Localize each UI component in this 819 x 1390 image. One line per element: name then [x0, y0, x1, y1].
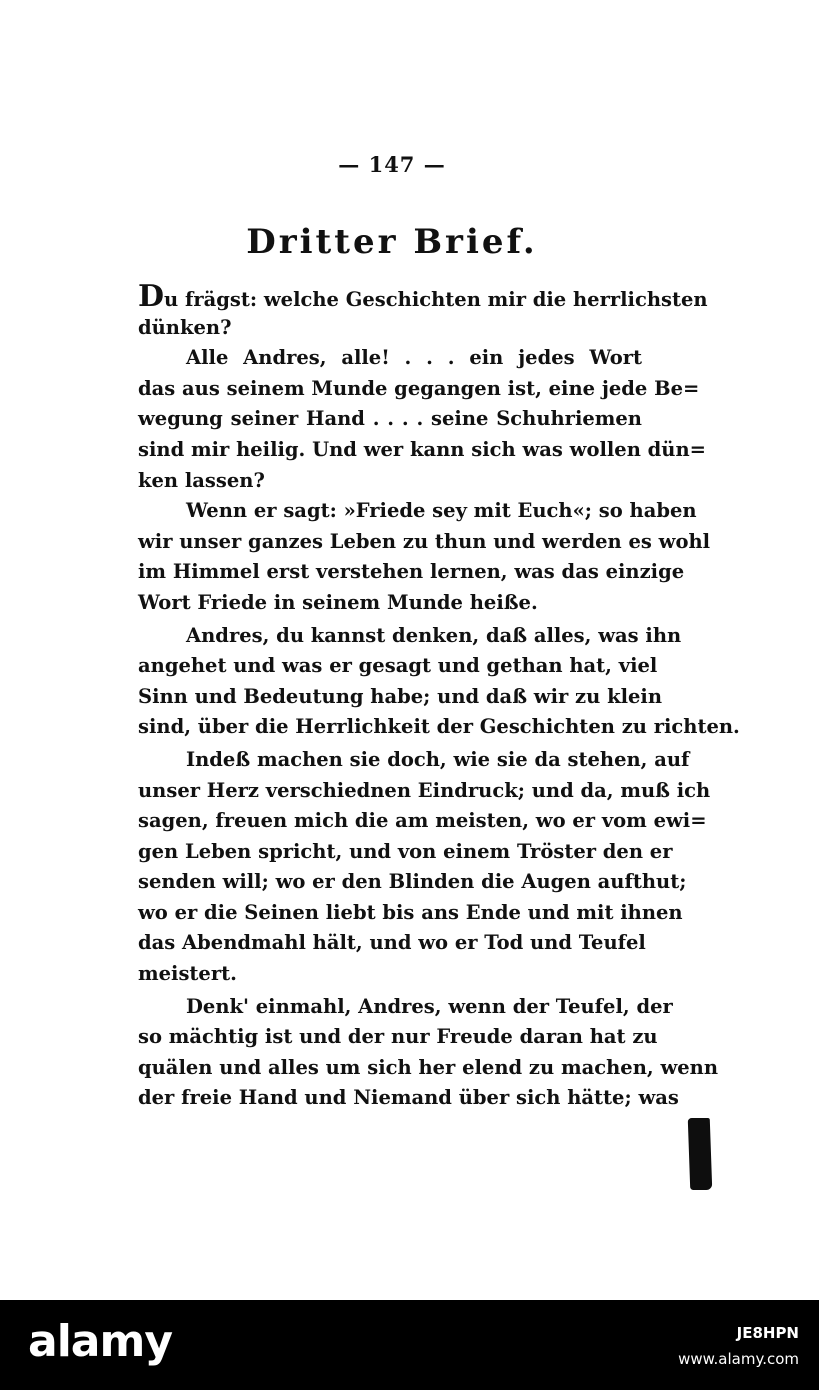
text-line: wo er die Seinen liebt bis ans Ende und mit ihnen [138, 900, 683, 924]
text-line: sind mir heilig. Und wer kann sich was wollen dün= [138, 437, 706, 461]
text-line: so mächtig ist und der nur Freude daran hat zu [138, 1025, 658, 1049]
text-line: senden will; wo er den Blinden die Augen aufthut; [138, 870, 687, 894]
text-line: Wenn er sagt: »Friede sey mit Euch«; so haben [186, 499, 697, 523]
letter-title: Dritter Brief. [246, 222, 538, 262]
text-line: Andres, du kannst denken, daß alles, was ihn [186, 623, 682, 647]
text-line: sind, über die Herrlichkeit der Geschichten zu richten. [138, 715, 740, 739]
letter-body [138, 279, 740, 1114]
text-line: Sinn und Bedeutung habe; und daß wir zu klein [138, 684, 663, 708]
text-line: das aus seinem Munde gegangen ist, eine jede Be= [138, 376, 700, 400]
text-line: ken lassen? [138, 468, 265, 492]
text-line: unser Herz verschiednen Eindruck; und da, muß ich [138, 778, 711, 802]
watermark-url: www.alamy.com [678, 1350, 799, 1368]
text-line [138, 279, 708, 314]
text-line: das Abendmahl hält, und wo er Tod und Teufel [138, 931, 646, 955]
text-line: dünken? [138, 315, 232, 339]
watermark-image-id: JE8HPN [736, 1324, 799, 1342]
text-line: meistert. [138, 962, 237, 986]
text-line: wegung seiner Hand . . . . seine Schuhriemen [138, 407, 642, 431]
text-line: angehet und was er gesagt und gethan hat, viel [138, 654, 658, 678]
text-line-content: u frägst: welche Geschichten mir die herrlichsten [164, 288, 708, 311]
text-line: Denk' einmahl, Andres, wenn der Teufel, der [186, 994, 673, 1018]
text-line: quälen und alles um sich her elend zu machen, wenn [138, 1055, 718, 1079]
watermark-bar [0, 1300, 819, 1390]
text-line: gen Leben spricht, und von einem Tröster den er [138, 839, 673, 863]
watermark-logo: alamy [28, 1316, 172, 1367]
text-line: wir unser ganzes Leben zu thun und werden es wohl [138, 529, 711, 553]
text-line: sagen, freuen mich die am meisten, wo er vom ewi= [138, 809, 707, 833]
page-edge-mark [688, 1118, 713, 1190]
text-line: Wort Friede in seinem Munde heiße. [138, 590, 538, 614]
text-line: Indeß machen sie doch, wie sie da stehen, auf [186, 747, 690, 771]
text-line: Alle Andres, alle! . . . ein jedes Wort [186, 346, 642, 370]
page-number: — 147 — [338, 152, 446, 177]
text-line: der freie Hand und Niemand über sich hätte; was [138, 1086, 679, 1110]
text-line: im Himmel erst verstehen lernen, was das einzige [138, 560, 685, 584]
drop-cap: D [138, 279, 165, 314]
